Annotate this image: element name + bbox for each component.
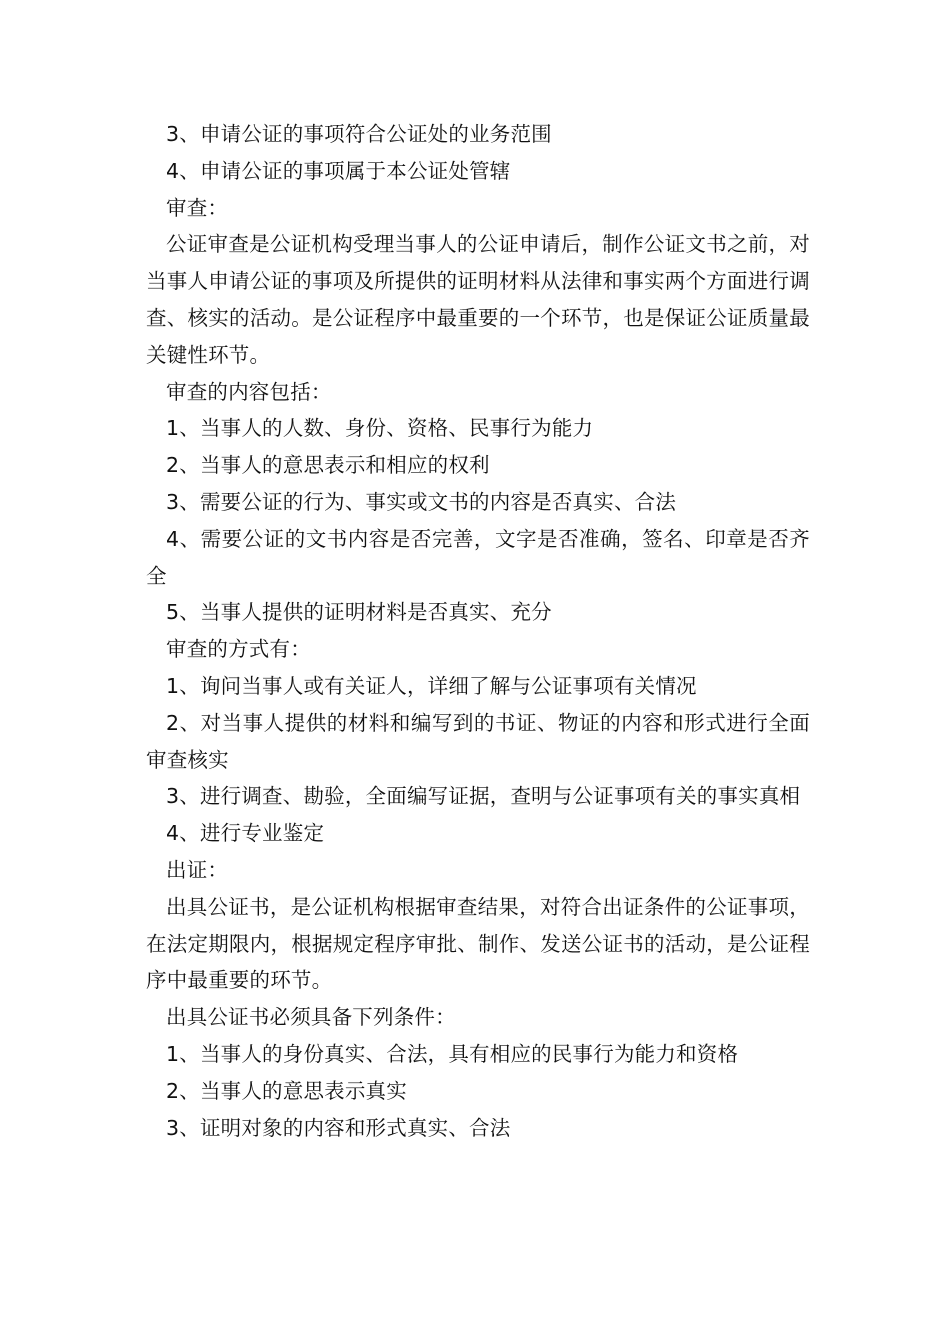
section-heading: 审查的内容包括：: [166, 379, 332, 404]
section-heading: 出证：: [166, 857, 229, 882]
list-item: 1、当事人的身份真实、合法，具有相应的民事行为能力和资格: [166, 1041, 739, 1066]
list-item: 4、申请公证的事项属于本公证处管辖: [166, 158, 511, 183]
list-item: 3、申请公证的事项符合公证处的业务范围: [166, 122, 552, 146]
paragraph: 出具公证书，是公证机构根据审查结果，对符合出证条件的公证事项，在法定期限内，根据规定程序审批、制作、发送公证书的活动，是公证程序中最重要的环节。: [146, 894, 810, 993]
paragraph: 公证审查是公证机构受理当事人的公证申请后，制作公证文书之前，对当事人申请公证的事项及所提供的证明材料从法律和事实两个方面进行调查、核实的活动。是公证程序中最重要的一个环节，也是保证公证质量最关键性环节。: [146, 232, 810, 367]
list-item: 5、当事人提供的证明材料是否真实、充分: [166, 600, 552, 625]
list-item: 4、需要公证的文书内容是否完善，文字是否准确，签名、印章是否齐全: [146, 526, 810, 588]
list-item: 4、进行专业鉴定: [166, 821, 325, 846]
document-body: [146, 116, 810, 1146]
list-item: 1、当事人的人数、身份、资格、民事行为能力: [166, 416, 594, 441]
list-item: 2、当事人的意思表示真实: [166, 1078, 407, 1103]
list-item: 3、进行调查、勘验，全面编写证据，查明与公证事项有关的事实真相: [166, 784, 801, 809]
list-item: 1、询问当事人或有关证人，详细了解与公证事项有关情况: [166, 673, 697, 698]
list-item: 3、证明对象的内容和形式真实、合法: [166, 1115, 511, 1140]
list-item: 2、对当事人提供的材料和编写到的书证、物证的内容和形式进行全面审查核实: [146, 710, 810, 772]
section-heading: 出具公证书必须具备下列条件：: [166, 1005, 456, 1030]
list-item: 2、当事人的意思表示和相应的权利: [166, 453, 490, 478]
section-heading: 审查的方式有：: [166, 637, 311, 662]
section-heading: 审查：: [166, 195, 229, 220]
list-item: 3、需要公证的行为、事实或文书的内容是否真实、合法: [166, 489, 677, 514]
